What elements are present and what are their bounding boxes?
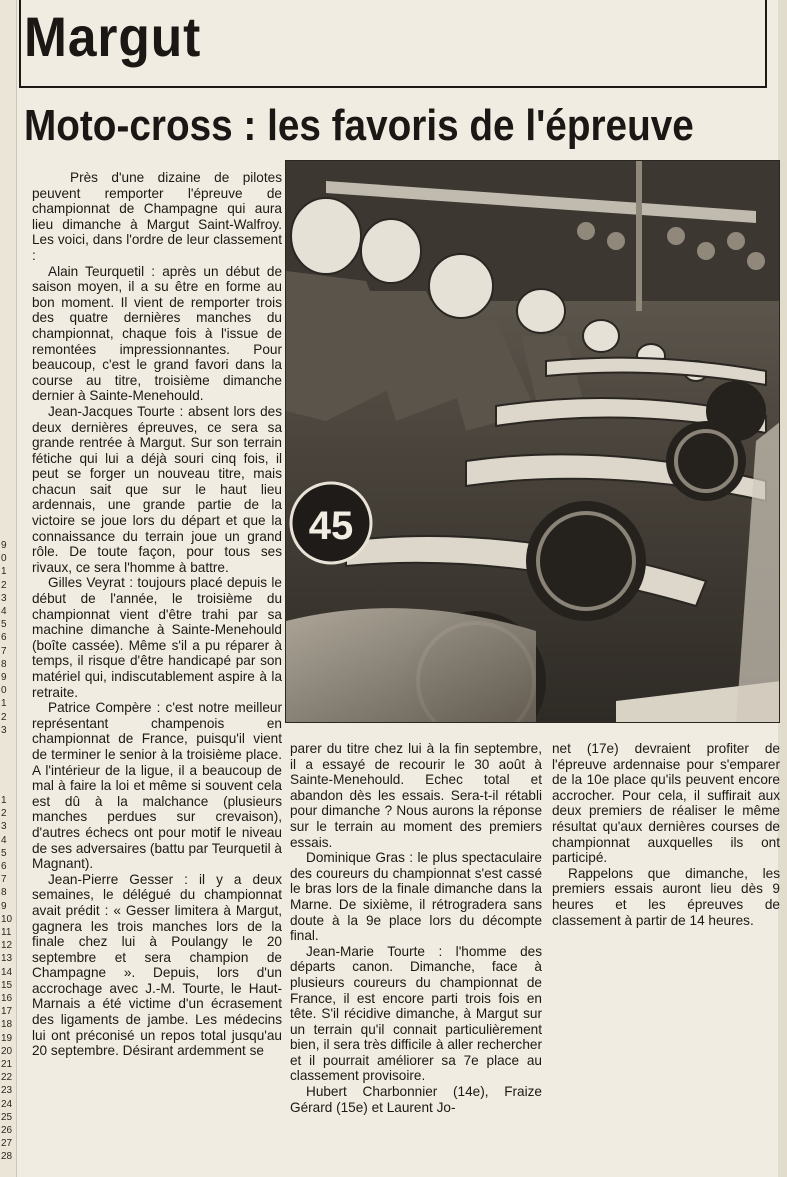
margin-line-number: 15 <box>1 979 13 991</box>
margin-line-number: 3 <box>1 821 7 833</box>
paragraph: Rappelons que dimanche, les premiers essais auront lieu dès 9 heures et les épreuves de classement à partir de 14 heures. <box>552 865 780 928</box>
margin-line-number: 6 <box>1 632 7 644</box>
margin-line-number: 7 <box>1 645 7 657</box>
margin-line-number: 17 <box>1 1006 13 1018</box>
margin-line-number: 25 <box>1 1111 13 1123</box>
paragraph: net (17e) devraient profiter de l'épreuve ardennaise pour s'emparer de la 10e place qu'ils peuvent encore accrocher. Pour cela, il suffirait aux deux premiers de réaliser le même résultat qu'aux dernières courses de championnat auxquelles ils ont participé. <box>552 741 780 866</box>
margin-line-number: 21 <box>1 1059 13 1070</box>
margin-line-number: 19 <box>1 1032 13 1044</box>
article-column-2 <box>290 741 542 1115</box>
margin-line-number: 11 <box>1 927 12 938</box>
margin-line-number: 7 <box>1 874 7 886</box>
margin-line-number: 23 <box>1 1085 13 1097</box>
paragraph: Près d'une dizaine de pilotes peuvent remporter l'épreuve de championnat de Champagne qui aura lieu dimanche à Margut Saint-Walfroy. Les voici, dans l'ordre de leur classement : <box>32 170 282 263</box>
margin-line-number: 9 <box>1 900 7 912</box>
paragraph: Jean-Marie Tourte : l'homme des départs canon. Dimanche, face à plusieurs coureurs du championnat de France, il est encore parti trois fois en tête. S'il récidive dimanche, à Margut sur un terrain qu'il connait particulièrement bien, il sera très difficile à aller rechercher et il pourrait améliorer sa 7e place au classement provisoire. <box>290 943 542 1084</box>
margin-line-number: 20 <box>1 1045 13 1057</box>
paragraph: Gilles Veyrat : toujours placé depuis le début de l'année, le troisième du championnat vient d'être trahi par sa machine dimanche à Sainte-Menehould (boîte cassée). Même s'il a pu réparer à temps, il risque d'être handicapé par son matériel qui, indiscutablement aspire à la retraite. <box>32 575 282 700</box>
margin-line-number: 13 <box>1 953 13 965</box>
margin-line-number: 0 <box>1 553 7 565</box>
margin-line-number: 1 <box>1 698 7 710</box>
margin-line-number: 3 <box>1 724 7 736</box>
paragraph: Hubert Charbonnier (14e), Fraize Gérard (15e) et Laurent Jo- <box>290 1084 542 1115</box>
margin-line-number: 1 <box>1 795 7 806</box>
paragraph: Jean-Pierre Gesser : il y a deux semaines, le délégué du championnat avait prédit : « Gesser limitera à Margut, gagnera les trois manches lors de la finale chez lui à Poulangy le 20 septembre et sera champion de Champagne ». Depuis, lors d'un accrochage avec J.-M. Tourte, le Haut-Marnais a été victime d'un écrasement des ligaments de jambe. Les médecins lui ont préconisé un repos total jusqu'au 20 septembre. Désirant ardemment se <box>32 871 282 1059</box>
margin-line-number: 10 <box>1 913 13 925</box>
margin-line-number: 9 <box>1 672 7 683</box>
margin-line-number: 3 <box>1 592 7 604</box>
margin-line-number: 14 <box>1 966 13 978</box>
paragraph: Jean-Jacques Tourte : absent lors des deux dernières épreuves, ce sera sa grande rentrée à Margut. Sur son terrain fétiche qui lui a déjà souri cinq fois, il peut se forger un nouveau titre, mais chacun sait que sur le haut lieu ardennais, une grande partie de la victoire se joue lors du départ et que la connaissance du terrain joue un grand rôle. De toute façon, pour tous ses rivaux, ce sera l'homme à battre. <box>32 403 282 575</box>
number-plate-label: 45 <box>308 504 354 548</box>
paragraph: Alain Teurquetil : après un début de saison moyen, il a su être en forme au bon moment. Il vient de remporter trois des quatre dernières manches du championnat, chaque fois à l'issue de remontées impressionnantes. Pour beaucoup, c'est le grand favori dans la course au titre, troisième dimanche dernier à Sainte-Menehould. <box>32 263 282 404</box>
motocross-start-photo <box>286 161 780 723</box>
margin-line-number: 27 <box>1 1138 13 1150</box>
article-photo <box>285 160 780 723</box>
margin-line-number: 5 <box>1 847 7 859</box>
article-column-1 <box>32 170 282 1059</box>
margin-line-number: 1 <box>1 566 7 578</box>
margin-line-number: 22 <box>1 1072 13 1084</box>
margin-line-number: 2 <box>1 579 7 591</box>
margin-line-number: 28 <box>1 1151 13 1163</box>
margin-line-number: 9 <box>1 540 7 551</box>
margin-line-number: 2 <box>1 808 7 820</box>
margin-line-number: 8 <box>1 887 7 899</box>
margin-line-number: 24 <box>1 1098 13 1110</box>
paragraph: parer du titre chez lui à la fin septembre, il a essayé de recourir le 30 août à Sainte-Menehould. Echec total et abandon dès les essais. Sera-t-il rétabli pour dimanche ? Nous aurons la réponse sur le terrain au moment des premiers essais. <box>290 741 542 850</box>
margin-line-number: 12 <box>1 940 13 952</box>
margin-line-number: 16 <box>1 993 13 1004</box>
article-column-3 <box>552 741 780 928</box>
section-title: Margut <box>24 5 202 68</box>
margin-line-number: 4 <box>1 606 7 617</box>
margin-line-number: 4 <box>1 834 7 846</box>
margin-line-number: 2 <box>1 711 7 723</box>
margin-line-number: 18 <box>1 1019 13 1031</box>
paragraph: Dominique Gras : le plus spectaculaire des coureurs du championnat s'est cassé le bras lors de la finale dimanche dans la Marne. De sixième, il rétrogradera sans doute à la 9e place lors du décompte final. <box>290 850 542 944</box>
paragraph: Patrice Compère : c'est notre meilleur représentant champenois en championnat de France, puisqu'il vient de terminer le senior à la troisième place. A l'intérieur de la ligue, il a beaucoup de mal à faire la loi et même si souvent cela est dû à la malchance (plusieurs manches perdues sur crevaison), d'autres échecs ont pour motif le niveau de ses adversaires (battu par Teurquetil à Magnant). <box>32 700 282 872</box>
margin-line-number: 0 <box>1 685 7 697</box>
article-headline: Moto-cross : les favoris de l'épreuve <box>24 101 694 150</box>
margin-line-number: 5 <box>1 619 7 631</box>
margin-line-number: 8 <box>1 658 7 670</box>
margin-line-number: 26 <box>1 1125 13 1136</box>
margin-line-number: 6 <box>1 861 7 872</box>
